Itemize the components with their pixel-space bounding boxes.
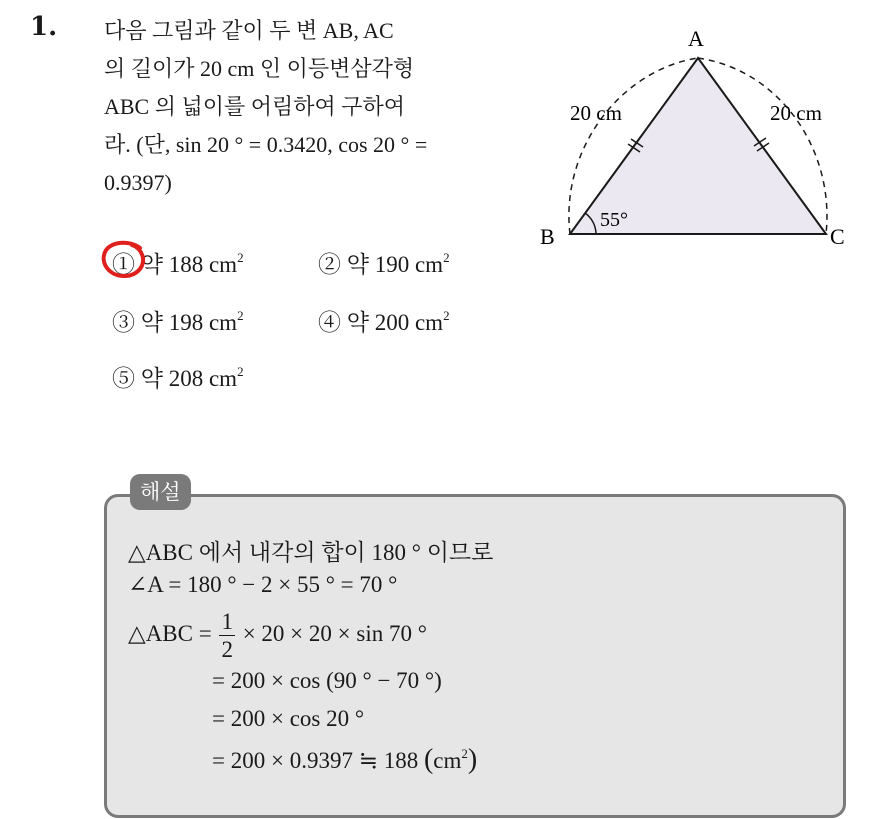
choice-sup: 2 — [237, 250, 244, 265]
question-line: 0.9397) — [104, 170, 172, 195]
choice-sup: 2 — [443, 308, 450, 323]
solution-line-2: ∠A = 180 ° − 2 × 55 ° = 70 ° — [128, 572, 398, 597]
choice-sup: 2 — [237, 364, 244, 379]
choice-mark: ① — [112, 252, 135, 277]
vertex-a-label: A — [688, 26, 704, 51]
question-line: ABC 의 넓이를 어림하여 구하여 — [104, 94, 406, 119]
vertex-c-label: C — [830, 224, 845, 249]
solution-line-4: = 200 × cos (90 ° − 70 °) — [212, 668, 442, 693]
choice-text: 약 200 cm — [346, 310, 444, 335]
choice-mark: ③ — [112, 310, 135, 335]
question-line: 의 길이가 20 cm 인 이등변삼각형 — [104, 56, 415, 81]
choice-text: 약 208 cm — [140, 366, 238, 391]
solution-line-1: △ABC 에서 내각의 합이 180 ° 이므로 — [128, 540, 494, 565]
question-line: 다음 그림과 같이 두 변 AB, AC — [104, 18, 394, 43]
fraction-denominator: 2 — [221, 637, 233, 662]
question-text — [104, 12, 514, 202]
angle-b-label: 55° — [600, 209, 628, 231]
side-ab-label: 20 cm — [570, 101, 622, 125]
solution-line-6-main: = 200 × 0.9397 ≒ 188 — [212, 748, 419, 773]
solution-line-3 — [128, 610, 427, 661]
solution-line-5: = 200 × cos 20 ° — [212, 706, 365, 731]
choice-5[interactable] — [112, 360, 244, 393]
fraction-numerator: 1 — [221, 609, 233, 634]
choice-text: 약 190 cm — [346, 252, 444, 277]
solution-tag: 해설 — [130, 474, 191, 510]
solution-line-3-lhs: △ABC = — [128, 620, 212, 646]
choice-mark: ④ — [318, 310, 341, 335]
triangle-abc — [570, 58, 826, 234]
side-ac-label: 20 cm — [770, 101, 822, 125]
choice-sup: 2 — [237, 308, 244, 323]
choice-2[interactable] — [318, 246, 450, 279]
triangle-figure — [530, 20, 870, 260]
solution-line-6: = 200 × 0.9397 ≒ 188 $(cm^2)$ — [212, 744, 478, 775]
vertex-b-label: B — [540, 224, 555, 249]
choice-mark: ② — [318, 252, 341, 277]
choice-mark: ⑤ — [112, 366, 135, 391]
solution-line-6-sup: 2 — [461, 746, 468, 761]
solution-line-6-unit: cm — [433, 748, 462, 773]
choice-text: 약 188 cm — [140, 252, 238, 277]
fraction-one-half — [219, 610, 235, 661]
solution-line-3-rhs: × 20 × 20 × sin 70 ° — [242, 620, 427, 646]
choice-4[interactable] — [318, 304, 450, 337]
question-line: 라. (단, sin 20 ° = 0.3420, cos 20 ° = — [104, 132, 428, 157]
question-number: 1. — [30, 12, 58, 42]
choice-3[interactable] — [112, 304, 244, 337]
choice-text: 약 198 cm — [140, 310, 238, 335]
answer-circle-mark — [100, 238, 150, 282]
choice-sup: 2 — [443, 250, 450, 265]
